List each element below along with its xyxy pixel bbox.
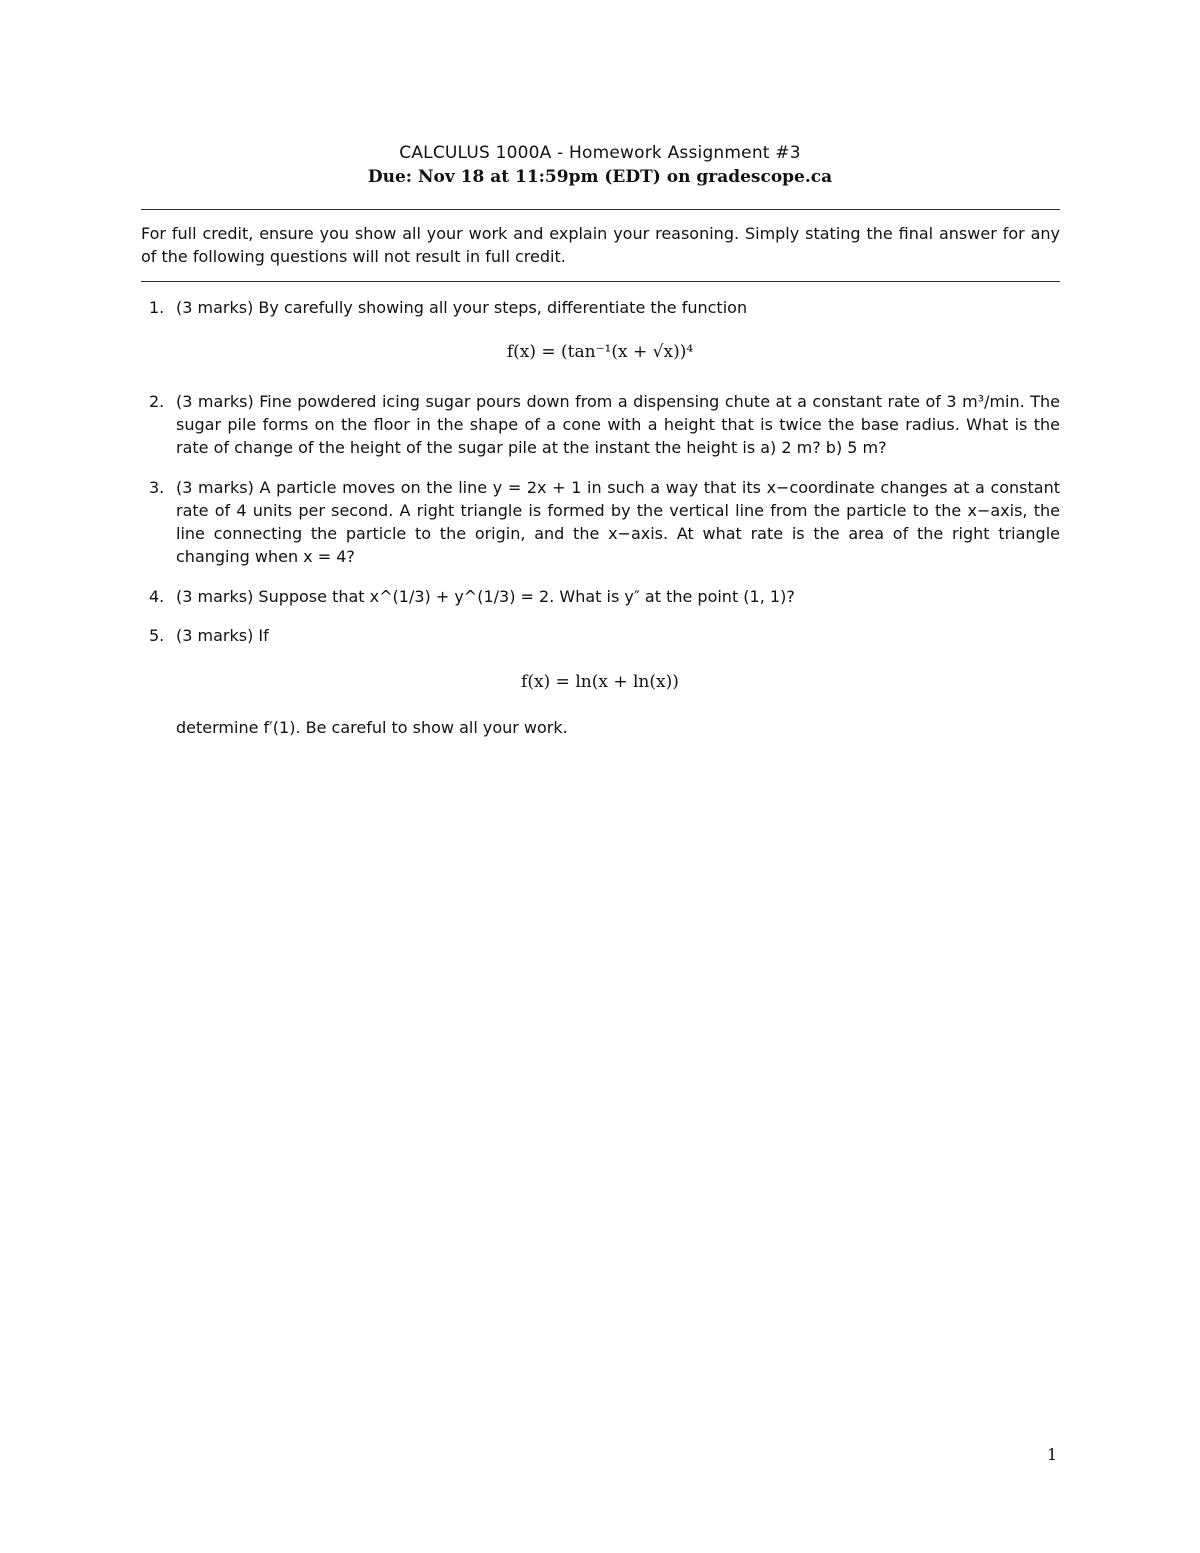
question-4 [141, 585, 1060, 608]
question-number: 2. [149, 392, 165, 411]
question-text: (3 marks) Fine powdered icing sugar pours down from a dispensing chute at a constant rate of 3 m³/min. The sugar pile forms on the floor in the shape of a cone with a height that is twice the base radius. What is the rate of change of the height of the sugar pile at the instant the height is a) 2 m? b) 5 m? [176, 392, 1060, 457]
question-5-followup: determine f′(1). Be careful to show all your work. [176, 718, 568, 737]
question-number: 1. [149, 298, 165, 317]
due-date: Due: Nov 18 at 11:59pm (EDT) on gradescope.ca [367, 167, 833, 187]
page-title: CALCULUS 1000A - Homework Assignment #3 [399, 143, 801, 163]
question-5-formula: f(x) = ln(x + ln(x)) [521, 672, 679, 692]
question-1 [141, 296, 1060, 319]
question-2 [141, 390, 1060, 459]
question-text: (3 marks) Suppose that x^(1/3) + y^(1/3) = 2. What is y″ at the point (1, 1)? [176, 587, 795, 606]
question-1-formula: f(x) = (tan⁻¹(x + √x))⁴ [506, 342, 694, 362]
top-divider [141, 209, 1060, 210]
page-number: 1 [1047, 1445, 1058, 1464]
question-text: (3 marks) A particle moves on the line y = 2x + 1 in such a way that its x−coordinate changes at a constant rate of 4 units per second. A right triangle is formed by the vertical line from the particle to the x−axis, the line connecting the particle to the origin, and the x−axis. At what rate is the area of the right triangle changing when x = 4? [176, 478, 1060, 566]
question-text: (3 marks) If [176, 626, 269, 645]
question-text: (3 marks) By carefully showing all your steps, differentiate the function [176, 298, 748, 317]
instructions: For full credit, ensure you show all your work and explain your reasoning. Simply stating the final answer for any of the following questions will not result in full credit. [141, 224, 1060, 266]
question-5 [141, 624, 1060, 647]
bottom-divider [141, 281, 1060, 282]
question-number: 3. [149, 478, 165, 497]
question-3 [141, 476, 1060, 568]
question-number: 4. [149, 587, 165, 606]
question-number: 5. [149, 626, 165, 645]
